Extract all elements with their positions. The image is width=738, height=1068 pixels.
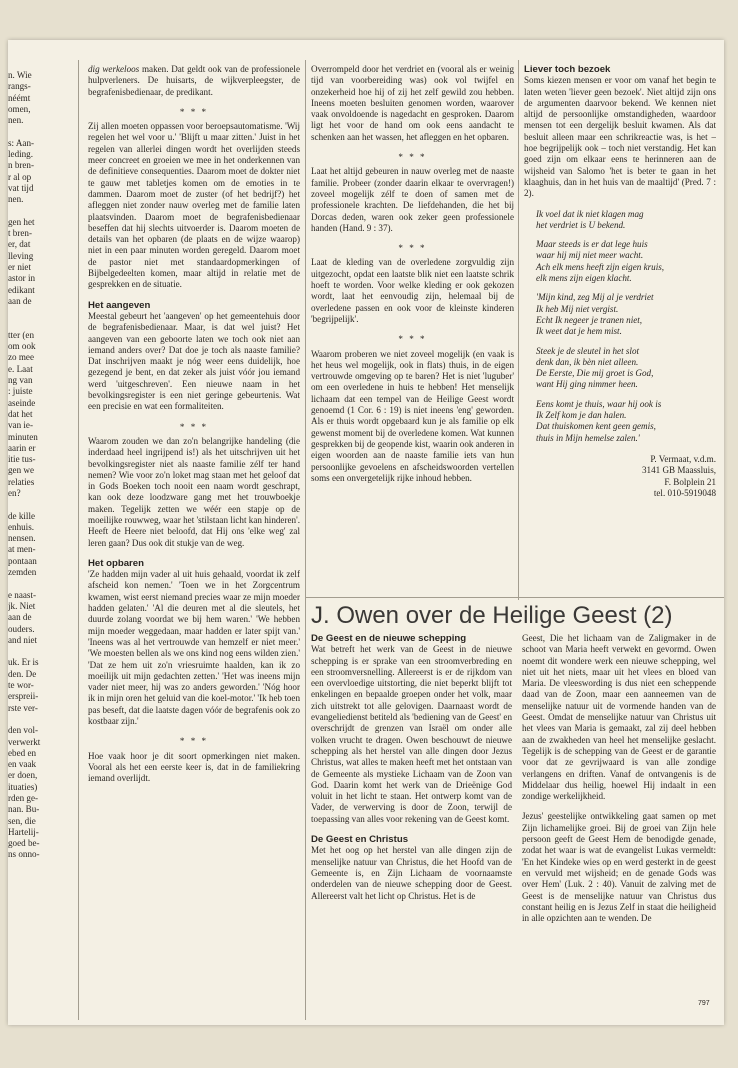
section-heading: Het aangeven xyxy=(88,299,151,311)
clipped-line: rden ge- xyxy=(8,793,39,803)
paragraph: Met het oog op het herstel van alle dingen zijn de menselijke natuur van Christus, die het Hoofd van de Gemeente is, en Zijn Lichaam de voornaamste onderdelen van de nieuwe schepping door de Geest. Allereerst valt het licht op Christus. Het is de xyxy=(311,845,512,901)
section-separator: * * * xyxy=(398,243,427,254)
clipped-line: aseinde xyxy=(8,397,36,408)
clipped-line: nen. xyxy=(8,194,24,205)
section-heading: De Geest en de nieuwe schepping xyxy=(311,633,467,644)
author-city: 3141 GB Maassluis, xyxy=(641,465,716,476)
clipped-line: zemden xyxy=(8,567,37,578)
poem-stanza: Ik voel dat ik niet klagen mag het verdriet is U bekend. xyxy=(536,208,644,230)
poem-stanza: Steek je de sleutel in het slot denk dan, ik bèn niet alleen. De Eerste, Die mij groet is God, want Hij ging nimmer heen. xyxy=(536,345,654,390)
section-heading: Liever toch bezoek xyxy=(524,64,611,75)
column-divider xyxy=(305,60,306,1020)
clipped-line: leding. xyxy=(8,149,34,160)
paragraph: Geest, Die het lichaam van de Zaligmaker in de schoot van Maria heeft verwekt en gevormd. Owen noemt dit wondere werk een nieuwe schepping, wel niet uit het niets, maar uit het vlees en bloed van Maria. De vleeswording is dus niet een scheppende daad van de Zoon, maar een aanneemen van de menselijke natuur uit de vormende handen van de Geest. Omdat de menselijke natuur van Christus uit het vlees van Maria is gemaakt, zal zij deel hebben aan de zwakheden van heel het menselijke geslacht. Tegelijk is de schepping van de Geest er de garantie voor dat ze gevrijwaard is van alle zondige verlangens en driften. Vanaf de ontvangenis is de Middelaar dus heilig, hoewel Hij indaalt in een zondige werkelijkheid. xyxy=(522,633,716,802)
paragraph: Soms kiezen mensen er voor om vanaf het begin te laten weten 'liever geen bezoek'. Niet altijd zijn ons de argumenten daarvoor bekend. We kennen niet altijd de persoonlijke omstandigheden, waardoor mensen tot een dergelijk besluit kwamen. Als dat besluit alleen maar een schrikreactie was, is het – hoe begrijpelijk ook – toch niet verstandig. Het kan goed zijn om elkaar eens te herinneren aan de wijsheid van Salomo 'het is beter te gaan in het klaaghuis, dan in het huis van de maaltijd' (Pred. 7 : 2). xyxy=(524,75,716,199)
paragraph: Waarom proberen we niet zoveel mogelijk (en vaak is het heus wel mogelijk, ook in flats) thuis, in de eigen vertrouwde omgeving op te baren? Het is niet 'luguber' om een overledene in huis te hebben! Het menselijk lichaam dat een tempel van de Heilige Geest wordt genoemd (1 Cor. 6 : 19) is niet ineens 'eng' geworden. Als er thuis wordt opgebaard kun je als familie op elk gewenst moment bij de overledene komen. Wat kunnen gesprekken bij de geopende kist, waarin ook anderen in eigen woorden aan de naaste familie iets van hun persoonlijke gevoelens en afscheidswoorden vertellen soms een onvergetelijk rijke inhoud hebben. xyxy=(311,348,514,483)
clipped-line: and niet xyxy=(8,634,38,645)
column-divider xyxy=(518,60,519,600)
paragraph: dig werkeloos maken. Dat geldt ook van de professionele hulpverleners. De huisarts, de wijkverpleegster, de begrafenisbedienaar, de predikant. xyxy=(88,64,300,97)
article1-column-1 xyxy=(88,64,300,794)
author-phone: tel. 010-5919048 xyxy=(653,487,716,498)
clipped-line: pontaan xyxy=(8,555,37,566)
section-separator: * * * xyxy=(179,421,209,432)
clipped-line: gen het xyxy=(8,216,35,227)
poem-stanza: 'Mijn kind, zeg Mij al je verdriet Ik heb Mij niet vergist. Echt Ik negeer je tranen niet, Ik weet dat je hem mist. xyxy=(536,292,654,337)
clipped-line: zo mee xyxy=(8,352,35,363)
clipped-line xyxy=(8,206,60,217)
paragraph: Laat het altijd gebeuren in nauw overleg met de naaste familie. Probeer (zonder daarin elkaar te overvragen!) zoveel mogelijk zélf te doen of samen met de professionele krachten. De liefdehanden, die het bij Dorcas deden, waren ook zeker geen professionele handen (Hand. 9 : 37). xyxy=(311,166,514,233)
section-separator: * * * xyxy=(398,334,427,345)
clipped-line xyxy=(8,646,60,657)
clipped-line: ns onno- xyxy=(8,849,40,860)
clipped-line: en? xyxy=(8,487,21,498)
clipped-left-column xyxy=(8,70,60,861)
clipped-line: erspreii- xyxy=(8,691,39,702)
paragraph: Overrompeld door het verdriet en (vooral als er weinig tijd van voorbereiding was) ook vol twijfel en onzekerheid hoe hij of zij het zelf gewild zou hebben. Ineens moeten besluiten genomen worden, waarover vaak onvoldoende is nagedacht en gesproken. Daarom ligt het voor de hand om ook eens aandacht te schenken aan het wassen, het afleggen en het opbaren. xyxy=(311,64,514,142)
clipped-line: omen, xyxy=(8,103,31,114)
clipped-line: ouders. xyxy=(8,623,35,634)
clipped-line xyxy=(8,126,60,137)
clipped-line: en vaak xyxy=(8,759,37,770)
clipped-line: rste ver- xyxy=(8,702,38,713)
paragraph: Meestal gebeurt het 'aangeven' op het gemeentehuis door de begrafenisbedienaar. Maar, is dat wel juist? Het aangeven van een geboorte laten we toch ook niet aan iemand anders over? Dat doe je toch als naaste familie? Dat inschrijven maakt je nóg weer eens duidelijk, hoe gezegend je bent, en dat zeker als juist vóór jou iemand werd 'uitgeschreven'. Een nieuwe naam in het bevolkingsregister is een niet geringe gebeurtenis. Wat een precisie en wat een formaliteiten. xyxy=(88,310,300,412)
article2-column-1 xyxy=(311,633,512,911)
section-heading: Het opbaren xyxy=(88,557,144,569)
clipped-line: goed be- xyxy=(8,838,40,849)
magazine-page xyxy=(8,40,724,1025)
article1-column-2 xyxy=(311,64,514,604)
section-heading: De Geest en Christus xyxy=(311,834,409,846)
clipped-line: de kille xyxy=(8,510,36,521)
clipped-line: van ie- xyxy=(8,420,33,431)
clipped-line: enhuis. xyxy=(8,521,35,532)
clipped-line xyxy=(8,319,60,330)
article1-column-3 xyxy=(524,64,716,508)
clipped-line: edikant xyxy=(8,284,35,295)
section-separator: * * * xyxy=(179,736,209,747)
paragraph: Wat betreft het werk van de Geest in de nieuwe schepping is er sprake van een stroomverbreding en een stroomversnelling. Allereerst is er de rijkdom van een overvloedige uitstorting, die niet beperkt blijft tot enkelingen en bepaalde groepen onder het volk, maar zich uitstrekt tot alle gelovigen. Daarnaast wordt de evangeliedienst betiteld als 'bediening van de Geest' en overschrijdt de grenzen van Israël om onder alle volken vrucht te dragen. Owen beschouwt de nieuwe schepping als het herstel van alle dingen door Jezus Christus, wat alles te maken heeft met het ontstaan van de Gemeente als mystieke Lichaam van de Zoon van God. Daarin komt het werk van de Drieënige God voluit in het licht te staan. Het ontwerp komt van de Vader, de verwerving is door de Zoon, terwijl de toepassing van alles voor rekening van de Geest komt. xyxy=(311,644,512,824)
author-signature xyxy=(524,454,716,499)
clipped-line: minuten xyxy=(8,431,38,442)
poem-stanza: Eens komt je thuis, waar hij ook is Ik Zelf kom je dan halen. Dat thuiskomen kent geen gemis, thuis in Mijn hemelse zalen.' xyxy=(536,398,662,443)
clipped-line: néémt xyxy=(8,92,31,103)
clipped-line xyxy=(8,307,60,318)
clipped-line: ituaties) xyxy=(8,781,38,792)
clipped-line: lleving xyxy=(8,250,34,261)
clipped-line: er, dat xyxy=(8,239,31,250)
clipped-line: astor in xyxy=(8,273,36,284)
clipped-line: aarin er xyxy=(8,442,36,453)
clipped-line: verwerkt xyxy=(8,736,41,747)
clipped-line: rangs- xyxy=(8,81,31,92)
clipped-line: aan de xyxy=(8,295,32,306)
paragraph: Hoe vaak hoor je dit soort opmerkingen niet maken. Vooral als het een eerste keer is, dat in de familiekring iemand overlijdt. xyxy=(88,750,300,784)
clipped-line: te wor- xyxy=(8,680,34,691)
clipped-line xyxy=(8,578,60,589)
section-separator: * * * xyxy=(179,106,209,117)
clipped-line: t bren- xyxy=(8,228,32,239)
clipped-line: n bren- xyxy=(8,160,35,171)
clipped-line: r al op xyxy=(8,171,32,182)
clipped-line: dat het xyxy=(8,408,33,419)
paragraph: Laat de kleding van de overledene zorgvuldig zijn uitgezocht, opdat een laatste blik niet een laatste schrik hoeft te worden. Voor welke kleding er ook gekozen wordt, laat het eenvoudig zijn, helemaal bij de overledene passen en ook voor de kleinste kinderen 'begrijpelijk'. xyxy=(311,257,514,324)
clipped-line: nensen. xyxy=(8,533,36,544)
clipped-line: : juiste xyxy=(8,386,33,397)
poem-stanza: Maar steeds is er dat lege huis waar hij mij niet meer wacht. Ach elk mens heeft zijn eigen kruis, elk mens zijn eigen klacht. xyxy=(536,239,665,284)
paragraph: Jezus' geestelijke ontwikkeling gaat samen op met Zijn lichamelijke groei. Bij de groei van Zijn hele persoon geeft de Geest Hem de benodigde genade, zodat het waar is wat de evangelist Lukas vermeldt: 'En het Kindeke wies op en werd gesterkt in de geest en vervuld met wijsheid; en de genade Gods was over Hem' (Luk. 2 : 40). Vanuit de zalving met de Geest is de menselijke natuur van Christus dus constant heilig en is Jezus Zelf in staat die heiligheid in alle opzichten aan te wenden. De xyxy=(522,811,716,924)
clipped-line: gen we xyxy=(8,465,35,476)
clipped-line: n. Wie xyxy=(8,70,32,80)
clipped-line: aan de xyxy=(8,612,32,623)
clipped-line: er doen, xyxy=(8,770,38,781)
clipped-line: e. Laat xyxy=(8,363,33,374)
section-separator: * * * xyxy=(398,152,427,163)
clipped-line: om ook xyxy=(8,341,36,352)
paragraph: Zij allen moeten oppassen voor beroepsautomatisme. 'Wij regelen het wel voor u.' 'Blijft u maar zitten.' Juist in het regelen van allerlei dingen wordt het overlijden steeds meer concreet en groeien we mee in het onderkennen van de definitieve consequenties. Daarom moet de dokter niet te gauw met tabletjes komen om de emoties in te dammen. Daarom moet de zuster (of het bedrijf?) het afleggen niet zonder nauw overleg met de familie laten plaatsvinden. Daarom moet de begrafenisbedienaar beseffen dat hij slechts uitvoerder is. Daarom moeten de details van het opbaren (de plaats en de wijze waarop) niet in een paar minuten worden geregeld. Daarom moet de pastor niet met standaardopmerkingen of Bijbelgedeelten komen, maar altijd in relatie met de gesprekken en de situatie. xyxy=(88,121,300,290)
author-address: F. Bolplein 21 xyxy=(664,476,716,487)
clipped-line xyxy=(8,714,60,725)
clipped-line: jk. Niet xyxy=(8,600,36,611)
clipped-line: den. De xyxy=(8,668,37,679)
article2-title: J. Owen over de Heilige Geest (2) xyxy=(311,602,673,629)
clipped-line: den vol- xyxy=(8,725,39,736)
clipped-line xyxy=(8,499,60,510)
clipped-line: Hartelij- xyxy=(8,826,39,837)
clipped-line: itie tus- xyxy=(8,454,36,465)
clipped-line: s: Aan- xyxy=(8,137,35,148)
clipped-line: nan. Bu- xyxy=(8,804,40,815)
clipped-line: sen, die xyxy=(8,815,36,826)
paragraph: Waarom zouden we dan zo'n belangrijke handeling (die inderdaad heel ingrijpend is!) als het uitschrijven uit het bevolkingsregister niet als naaste familie zélf ter hand nemen? Wie voor zo'n loket mag staan met het geloof dat in Gods Boeken toch nooit een naam wordt geschrapt, kan ook deze loodzware gang met het trouwboekje maken. Tegelijk zetten we wéér een stapje op de moeilijke rouwweg, waar het 'stilstaan licht kan hinderen'. Heeft de Heere niet beloofd, dat Hij ons 'elke weg' zal leren gaan? Dus ook dit stukje van de weg. xyxy=(88,435,300,548)
column-divider xyxy=(78,60,79,1020)
paragraph: 'Ze hadden mijn vader al uit huis gehaald, voordat ik zelf afscheid kon nemen.' 'Toen we in het Zorgcentrum kwamen, wist eerst niemand precies waar ze mijn moeder hadden gelaten.' 'Al die deuren met al die sleutels, het duurde zolang voordat we bij hem waren.' 'We hebben mijn moeder weggedaan, maar hadden er later spijt van.' 'Ineens was al het vertrouwde van hemzelf er niet meer.' 'We moesten bellen als we ons kind nog eens wilden zien.' 'Dat ze hem uit zo'n vriesruimte haalden, kan ik zo moeilijk uit mijn gedachten zetten.' 'Het was ineens mijn vader niet meer, hij was zo anders geworden.' 'Nóg hoor ik in mijn oren het geluid van die koel-motor.' 'Ik heb toen pas beseft, dat die laatste dagen vóór de begrafenis ook zo kostbaar zijn.' xyxy=(88,569,300,727)
clipped-line: at men- xyxy=(8,544,36,555)
clipped-line: tter (en xyxy=(8,329,35,340)
clipped-line: er niet xyxy=(8,262,31,273)
clipped-line: ebed en xyxy=(8,747,37,758)
page-number: 797 xyxy=(698,1000,710,1007)
article-divider xyxy=(305,597,724,598)
article2-column-2 xyxy=(522,633,716,933)
clipped-line: e naast- xyxy=(8,589,37,600)
clipped-line: vat tijd xyxy=(8,182,34,193)
clipped-line: ng van xyxy=(8,375,33,386)
author-name: P. Vermaat, v.d.m. xyxy=(650,453,716,464)
clipped-line: nen. xyxy=(8,115,24,126)
clipped-line: uk. Er is xyxy=(8,657,39,668)
clipped-line: relaties xyxy=(8,476,35,487)
